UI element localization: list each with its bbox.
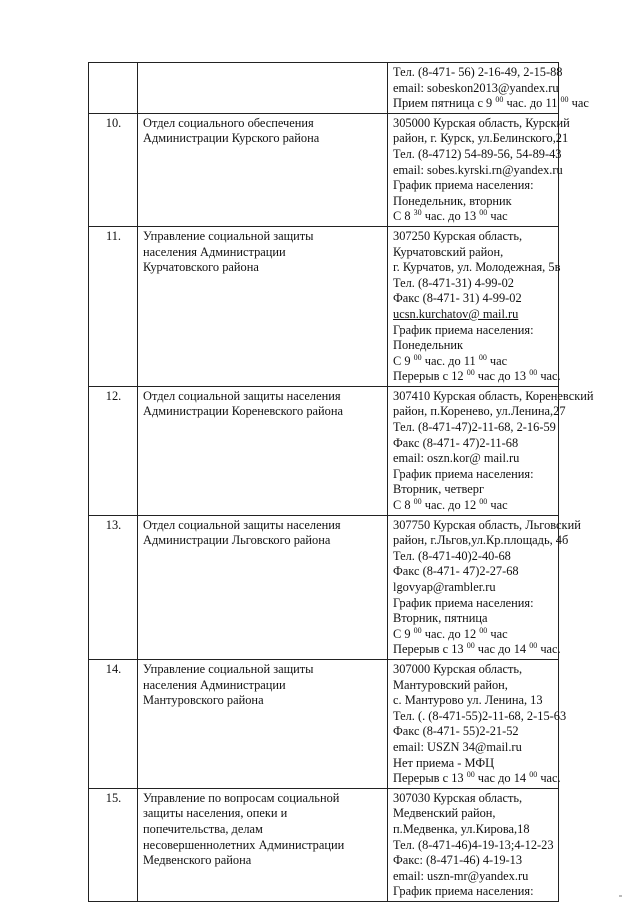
- time-superscript: 00: [413, 625, 422, 635]
- agency-name-line: Администрации Льговского района: [143, 533, 331, 548]
- time-superscript: 00: [466, 368, 475, 378]
- contact-line: График приема населения:: [393, 178, 534, 193]
- time-text: час до 14: [474, 642, 530, 657]
- row-number: [89, 63, 138, 114]
- time-superscript: 00: [478, 352, 487, 362]
- time-superscript: 00: [529, 641, 538, 651]
- contact-line: Факс (8-471- 47)2-11-68: [393, 435, 519, 450]
- contact-line: Тел. (. (8-471-55)2-11-68, 2-15-63: [393, 708, 567, 723]
- contact-line: Факс: (8-471-46) 4-19-13: [393, 853, 523, 868]
- contact-line: Медвенский район,: [393, 806, 496, 821]
- contact-line: 307410 Курская область, Кореневский: [393, 388, 594, 403]
- time-superscript: 00: [560, 95, 569, 105]
- agency-name-cell: [138, 226, 388, 386]
- contact-line: Тел. (8-4712) 54-89-56, 54-89-43: [393, 146, 562, 161]
- agency-name-line: населения Администрации: [143, 677, 286, 692]
- time-superscript: 00: [495, 95, 504, 105]
- time-text: Перерыв с 13: [393, 642, 467, 657]
- time-superscript: 00: [529, 770, 538, 780]
- table-row: [89, 113, 559, 226]
- contacts-cell: [388, 63, 589, 114]
- time-superscript: 00: [479, 625, 488, 635]
- agency-name-line: Администрации Кореневского района: [143, 404, 343, 419]
- contact-line: 307750 Курская область, Льговский: [393, 517, 581, 532]
- contact-line: email: uszn-mr@yandex.ru: [393, 868, 529, 883]
- time-text: час. до 12: [421, 498, 480, 513]
- time-text: С 9: [393, 353, 414, 368]
- agency-name-line: Медвенского района: [143, 853, 252, 868]
- contact-line: Тел. (8-471-40)2-40-68: [393, 548, 511, 563]
- time-text: час: [487, 498, 508, 513]
- contact-line: район, п.Коренево, ул.Ленина,27: [393, 404, 566, 419]
- agency-name-cell: [138, 788, 388, 901]
- contact-line: [393, 354, 554, 370]
- agency-name-line: Отдел социальной защиты населения: [143, 517, 341, 532]
- table-row: [89, 63, 559, 114]
- contact-line: [393, 95, 589, 112]
- contact-line: lgovyap@rambler.ru: [393, 580, 496, 594]
- time-text: час: [568, 96, 589, 111]
- time-text: час.: [537, 771, 561, 786]
- contact-line: email: USZN 34@mail.ru: [393, 739, 522, 754]
- time-superscript: 00: [479, 208, 488, 218]
- contact-line: График приема населения:: [393, 466, 534, 481]
- contact-line: Курчатовский район,: [393, 244, 504, 259]
- time-text: час до 14: [474, 771, 530, 786]
- contact-line: Факс (8-471- 47)2-27-68: [393, 564, 519, 579]
- social-protection-registry-table: [88, 62, 594, 902]
- contact-line: Факс (8-471- 31) 4-99-02: [393, 291, 522, 306]
- time-superscript: 30: [413, 208, 422, 218]
- contact-line: Мантуровский район,: [393, 677, 508, 692]
- contact-line: Тел. (8-471- 56) 2-16-49, 2-15-88: [393, 65, 563, 79]
- agency-name-cell: [138, 63, 388, 114]
- table-row: [89, 788, 559, 901]
- contact-line: [393, 209, 554, 225]
- agency-name-line: Отдел социального обеспечения: [143, 115, 314, 130]
- contact-line: [393, 627, 554, 643]
- time-text: Перерыв с 12: [393, 369, 467, 384]
- table-row: [89, 659, 559, 788]
- time-superscript: 00: [479, 497, 488, 507]
- time-superscript: 00: [413, 352, 422, 362]
- time-text: час. до 13: [421, 209, 480, 224]
- row-number: 11.: [89, 226, 138, 386]
- contact-line: [393, 368, 561, 385]
- contacts-cell: [388, 226, 559, 386]
- agency-name-line: Управление социальной защиты: [143, 661, 314, 676]
- time-text: С 8: [393, 209, 414, 224]
- agency-name-cell: [138, 515, 388, 659]
- contact-line: График приема населения:: [393, 595, 534, 610]
- contact-line: [393, 498, 554, 514]
- contact-line: email: sobeskon2013@yandex.ru: [393, 80, 559, 95]
- agency-name-line: несовершеннолетних Администрации: [143, 837, 345, 852]
- time-superscript: 00: [466, 770, 475, 780]
- contact-line: Вторник, пятница: [393, 611, 488, 626]
- contact-line: ucsn.kurchatov@ mail.ru: [393, 306, 519, 321]
- row-number: 15.: [89, 788, 138, 901]
- contact-line: Факс (8-471- 55)2-21-52: [393, 724, 519, 739]
- contact-line: 307250 Курская область,: [393, 228, 523, 243]
- agency-name-cell: [138, 659, 388, 788]
- row-number: 14.: [89, 659, 138, 788]
- contact-line: График приема населения:: [393, 322, 534, 337]
- contact-line: район, г. Курск, ул.Белинского,21: [393, 131, 569, 146]
- table-row: [89, 515, 559, 659]
- row-number: 10.: [89, 113, 138, 226]
- time-text: Прием пятница с 9: [393, 96, 496, 111]
- agency-name-cell: [138, 386, 388, 515]
- time-text: С 8: [393, 498, 414, 513]
- agency-name-line: Управление социальной защиты: [143, 228, 314, 243]
- time-superscript: 00: [529, 368, 538, 378]
- time-text: Перерыв с 13: [393, 771, 467, 786]
- contact-line: Тел. (8-471-31) 4-99-02: [393, 275, 514, 290]
- agency-name-cell: [138, 113, 388, 226]
- time-text: час: [486, 353, 508, 368]
- row-number: 12.: [89, 386, 138, 515]
- contacts-cell: [388, 113, 570, 226]
- time-text: час. до 12: [421, 626, 480, 641]
- time-superscript: 00: [466, 641, 475, 651]
- table-row: [89, 386, 559, 515]
- agency-name-line: Управление по вопросам социальной: [143, 790, 340, 805]
- time-text: час: [487, 209, 508, 224]
- time-text: час до 13: [474, 369, 530, 384]
- time-superscript: 00: [413, 497, 422, 507]
- contact-line: г. Курчатов, ул. Молодежная, 5в: [393, 260, 561, 275]
- time-text: час. до 11: [421, 353, 479, 368]
- agency-name-line: Курчатовского района: [143, 260, 259, 275]
- contacts-cell: [388, 788, 559, 901]
- contact-line: [393, 770, 561, 787]
- contact-line: Тел. (8-471-47)2-11-68, 2-16-59: [393, 420, 556, 435]
- scan-speck: [619, 895, 622, 897]
- contact-line: с. Мантурово ул. Ленина, 13: [393, 693, 543, 708]
- agency-name-line: Администрации Курского района: [143, 131, 320, 146]
- time-text: час. до 11: [503, 96, 561, 111]
- agency-name-line: защиты населения, опеки и: [143, 806, 288, 821]
- contact-line: 305000 Курская область, Курский: [393, 115, 570, 130]
- contact-line: [393, 641, 561, 658]
- time-text: час.: [537, 369, 561, 384]
- time-text: час: [487, 626, 508, 641]
- contact-line: Понедельник, вторник: [393, 193, 512, 208]
- row-number: 13.: [89, 515, 138, 659]
- contact-line: 307000 Курская область,: [393, 661, 523, 676]
- contact-line: email: oszn.kor@ mail.ru: [393, 451, 520, 466]
- contact-line: п.Медвенка, ул.Кирова,18: [393, 821, 530, 836]
- table-row: [89, 226, 559, 386]
- contact-line: Нет приема - МФЦ: [393, 755, 495, 770]
- agency-name-line: Отдел социальной защиты населения: [143, 388, 341, 403]
- contact-line: район, г.Льгов,ул.Кр.площадь, 4б: [393, 533, 569, 548]
- time-text: С 9: [393, 626, 414, 641]
- agency-name-line: Мантуровского района: [143, 693, 264, 708]
- contact-line: Понедельник: [393, 338, 464, 353]
- contacts-cell: [388, 659, 567, 788]
- contact-line: График приема населения:: [393, 884, 534, 899]
- contacts-cell: [388, 386, 594, 515]
- contact-line: 307030 Курская область,: [393, 790, 523, 805]
- time-text: час.: [537, 642, 561, 657]
- contact-line: email: sobes.kyrski.rn@yandex.ru: [393, 162, 563, 177]
- contacts-cell: [388, 515, 581, 659]
- contact-line: Вторник, четверг: [393, 482, 485, 497]
- contact-line: Тел. (8-471-46)4-19-13;4-12-23: [393, 837, 554, 852]
- agency-name-line: попечительства, делам: [143, 821, 263, 836]
- agency-name-line: населения Администрации: [143, 244, 286, 259]
